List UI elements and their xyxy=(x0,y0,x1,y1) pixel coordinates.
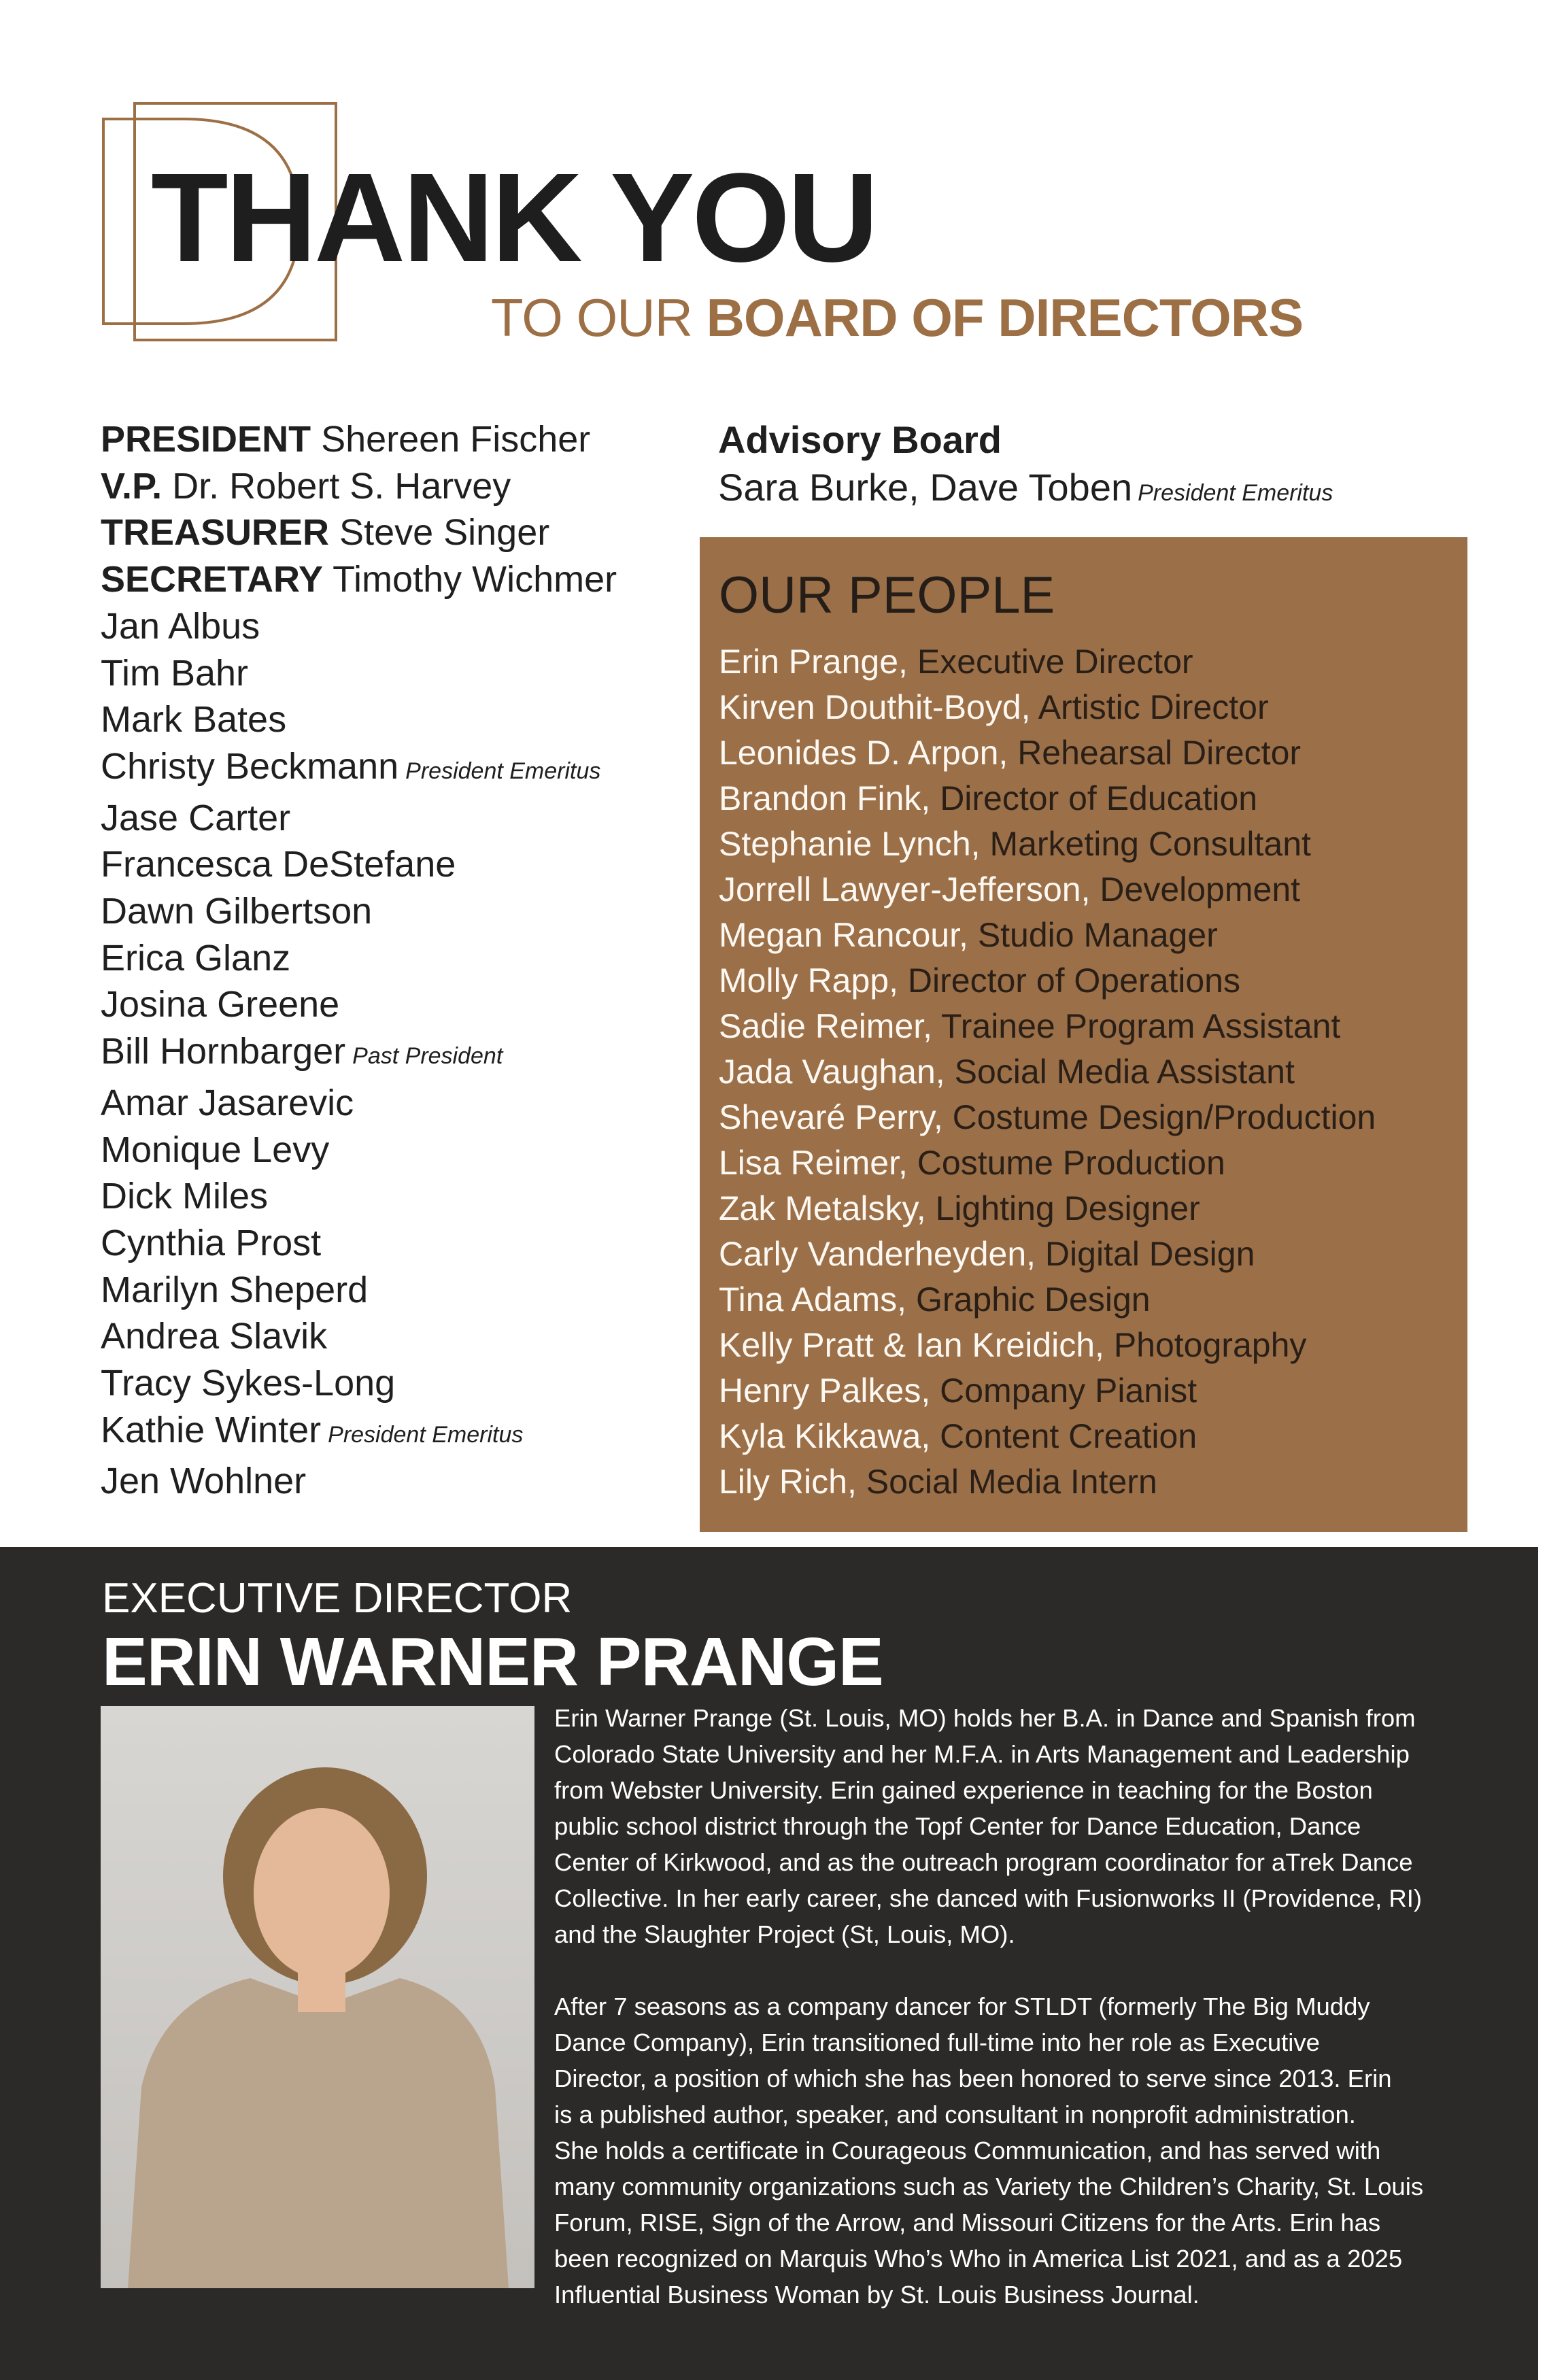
bio-paragraph xyxy=(554,1988,1423,2313)
our-people-heading: OUR PEOPLE xyxy=(719,566,1055,624)
board-member xyxy=(101,841,617,888)
member-name: Dick Miles xyxy=(101,1176,269,1217)
staff-item xyxy=(719,1095,1376,1140)
staff-role: Lighting Designer xyxy=(935,1189,1200,1227)
staff-role: Marketing Consultant xyxy=(989,825,1311,863)
staff-name: Shevaré Perry, xyxy=(719,1098,943,1136)
board-member xyxy=(101,1458,617,1505)
staff-role: Costume Design/Production xyxy=(952,1098,1376,1136)
staff-name: Leonides D. Arpon, xyxy=(719,734,1008,772)
bio-line: Colorado State University and her M.F.A. in Arts Management and Leadership xyxy=(554,1740,1410,1768)
exec-portrait-photo xyxy=(101,1706,534,2288)
staff-name: Kirven Douthit-Boyd, xyxy=(719,688,1031,726)
board-member xyxy=(101,1220,617,1267)
board-member xyxy=(101,1028,617,1080)
staff-item xyxy=(719,776,1376,821)
page-title: THANK YOU xyxy=(151,148,877,288)
member-name: Josina Greene xyxy=(101,984,340,1025)
staff-role: Director of Operations xyxy=(907,962,1240,1000)
member-name: Tracy Sykes-Long xyxy=(101,1363,396,1404)
staff-name: Jorrell Lawyer-Jefferson, xyxy=(719,870,1091,908)
staff-item xyxy=(719,1277,1376,1323)
staff-item xyxy=(719,1459,1376,1505)
staff-item xyxy=(719,1231,1376,1277)
staff-item xyxy=(719,1004,1376,1049)
bio-line: Erin Warner Prange (St. Louis, MO) holds her B.A. in Dance and Spanish from xyxy=(554,1704,1416,1732)
staff-name: Lisa Reimer, xyxy=(719,1144,908,1182)
officer-role: TREASURER xyxy=(101,512,330,554)
member-name: Francesca DeStefane xyxy=(101,844,456,885)
member-name: Andrea Slavik xyxy=(101,1316,328,1357)
board-member xyxy=(101,696,617,743)
staff-item xyxy=(719,685,1376,730)
staff-item xyxy=(719,958,1376,1004)
exec-bio xyxy=(554,1700,1423,2349)
staff-role: Content Creation xyxy=(940,1417,1197,1455)
staff-item xyxy=(719,1049,1376,1095)
bio-line: She holds a certificate in Courageous Communication, and has served with xyxy=(554,2137,1381,2164)
board-member xyxy=(101,888,617,935)
officer-name: Steve Singer xyxy=(339,512,550,554)
board-member xyxy=(101,1127,617,1174)
staff-name: Stephanie Lynch, xyxy=(719,825,981,863)
board-officer xyxy=(101,463,617,510)
staff-item xyxy=(719,867,1376,913)
advisory-heading: Advisory Board xyxy=(718,418,1002,461)
our-people-box xyxy=(700,537,1467,1532)
advisory-note: President Emeritus xyxy=(1138,480,1333,506)
member-name: Christy Beckmann xyxy=(101,745,399,787)
staff-name: Henry Palkes, xyxy=(719,1372,931,1410)
staff-role: Studio Manager xyxy=(977,916,1218,954)
staff-name: Carly Vanderheyden, xyxy=(719,1235,1036,1273)
staff-item xyxy=(719,913,1376,958)
bio-line: Center of Kirkwood, and as the outreach program coordinator for aTrek Dance xyxy=(554,1848,1413,1876)
board-member xyxy=(101,795,617,842)
officer-role: PRESIDENT xyxy=(101,419,311,460)
board-officer xyxy=(101,416,617,463)
staff-role: Digital Design xyxy=(1044,1235,1255,1273)
staff-name: Zak Metalsky, xyxy=(719,1189,926,1227)
staff-item xyxy=(719,1140,1376,1186)
bio-line: from Webster University. Erin gained experience in teaching for the Boston xyxy=(554,1776,1373,1804)
member-note: President Emeritus xyxy=(328,1421,524,1448)
bio-line: many community organizations such as Variety the Children’s Charity, St. Louis xyxy=(554,2173,1424,2200)
member-note: President Emeritus xyxy=(405,758,601,784)
staff-item xyxy=(719,730,1376,776)
board-member xyxy=(101,1173,617,1220)
member-name: Monique Levy xyxy=(101,1129,330,1170)
bio-line: public school district through the Topf Center for Dance Education, Dance xyxy=(554,1812,1361,1840)
staff-name: Sadie Reimer, xyxy=(719,1007,933,1045)
board-officer xyxy=(101,509,617,556)
staff-role: Company Pianist xyxy=(940,1372,1197,1410)
member-note: Past President xyxy=(352,1043,503,1070)
board-member xyxy=(101,743,617,795)
staff-name: Jada Vaughan, xyxy=(719,1053,945,1091)
member-name: Kathie Winter xyxy=(101,1409,322,1450)
board-member xyxy=(101,1360,617,1407)
subtitle-light: TO OUR xyxy=(491,288,692,347)
staff-name: Kelly Pratt & Ian Kreidich, xyxy=(719,1326,1104,1364)
staff-role: Social Media Assistant xyxy=(954,1053,1295,1091)
bio-line: Director, a position of which she has been honored to serve since 2013. Erin xyxy=(554,2064,1392,2092)
member-name: Mark Bates xyxy=(101,699,287,741)
member-name: Jen Wohlner xyxy=(101,1461,307,1502)
staff-item xyxy=(719,639,1376,685)
bio-line: Influential Business Woman by St. Louis Business Journal. xyxy=(554,2281,1200,2309)
advisory-board xyxy=(718,416,1333,517)
bio-line: been recognized on Marquis Who’s Who in America List 2021, and as a 2025 xyxy=(554,2245,1403,2273)
exec-kicker: EXECUTIVE DIRECTOR xyxy=(102,1575,573,1622)
board-member xyxy=(101,981,617,1028)
officer-name: Shereen Fischer xyxy=(321,419,591,460)
bio-line: Dance Company), Erin transitioned full-time into her role as Executive xyxy=(554,2028,1320,2056)
staff-role: Development xyxy=(1100,870,1301,908)
staff-role: Rehearsal Director xyxy=(1017,734,1302,772)
board-member xyxy=(101,650,617,697)
board-member xyxy=(101,1080,617,1127)
member-name: Bill Hornbarger xyxy=(101,1031,346,1072)
staff-role: Trainee Program Assistant xyxy=(941,1007,1341,1045)
member-name: Amar Jasarevic xyxy=(101,1082,354,1123)
staff-item xyxy=(719,821,1376,867)
staff-name: Megan Rancour, xyxy=(719,916,968,954)
exec-name: ERIN WARNER PRANGE xyxy=(102,1624,883,1700)
board-member xyxy=(101,1267,617,1314)
board-member xyxy=(101,603,617,650)
officer-name: Dr. Robert S. Harvey xyxy=(172,465,511,507)
staff-role: Artistic Director xyxy=(1038,688,1269,726)
staff-role: Graphic Design xyxy=(915,1280,1151,1319)
executive-director-panel xyxy=(0,1547,1538,2380)
staff-item xyxy=(719,1323,1376,1368)
staff-name: Erin Prange, xyxy=(719,643,908,681)
board-member xyxy=(101,1407,617,1459)
officer-role: SECRETARY xyxy=(101,559,324,600)
page-subtitle xyxy=(491,288,1304,347)
member-name: Tim Bahr xyxy=(101,652,249,694)
bio-line: is a published author, speaker, and consultant in nonprofit administration. xyxy=(554,2101,1356,2128)
staff-name: Molly Rapp, xyxy=(719,962,898,1000)
staff-item xyxy=(719,1368,1376,1414)
staff-role: Director of Education xyxy=(940,779,1258,817)
staff-item xyxy=(719,1414,1376,1459)
staff-role: Social Media Intern xyxy=(866,1463,1157,1501)
member-name: Cynthia Prost xyxy=(101,1222,322,1263)
subtitle-bold: BOARD OF DIRECTORS xyxy=(706,288,1304,347)
member-name: Dawn Gilbertson xyxy=(101,891,373,932)
staff-role: Costume Production xyxy=(917,1144,1225,1182)
member-name: Jan Albus xyxy=(101,605,260,647)
bio-line: After 7 seasons as a company dancer for STLDT (formerly The Big Muddy xyxy=(554,1992,1370,2020)
staff-role: Executive Director xyxy=(917,643,1193,681)
bio-line: Collective. In her early career, she danced with Fusionworks II (Providence, RI) xyxy=(554,1884,1423,1912)
staff-name: Lily Rich, xyxy=(719,1463,857,1501)
board-member xyxy=(101,1313,617,1360)
advisory-names: Sara Burke, Dave Toben xyxy=(718,466,1133,509)
staff-name: Brandon Fink, xyxy=(719,779,931,817)
board-of-directors-list xyxy=(101,416,617,1505)
staff-name: Tina Adams, xyxy=(719,1280,907,1319)
bio-line: Forum, RISE, Sign of the Arrow, and Missouri Citizens for the Arts. Erin has xyxy=(554,2209,1381,2237)
board-member xyxy=(101,935,617,982)
officer-name: Timothy Wichmer xyxy=(333,559,617,600)
member-name: Erica Glanz xyxy=(101,937,291,979)
staff-name: Kyla Kikkawa, xyxy=(719,1417,931,1455)
board-officer xyxy=(101,556,617,603)
bio-line: and the Slaughter Project (St, Louis, MO). xyxy=(554,1920,1015,1948)
member-name: Marilyn Sheperd xyxy=(101,1269,369,1310)
officer-role: V.P. xyxy=(101,465,163,507)
staff-list xyxy=(719,639,1376,1505)
member-name: Jase Carter xyxy=(101,797,291,838)
bio-paragraph xyxy=(554,1700,1423,1952)
staff-item xyxy=(719,1186,1376,1231)
staff-role: Photography xyxy=(1113,1326,1307,1364)
